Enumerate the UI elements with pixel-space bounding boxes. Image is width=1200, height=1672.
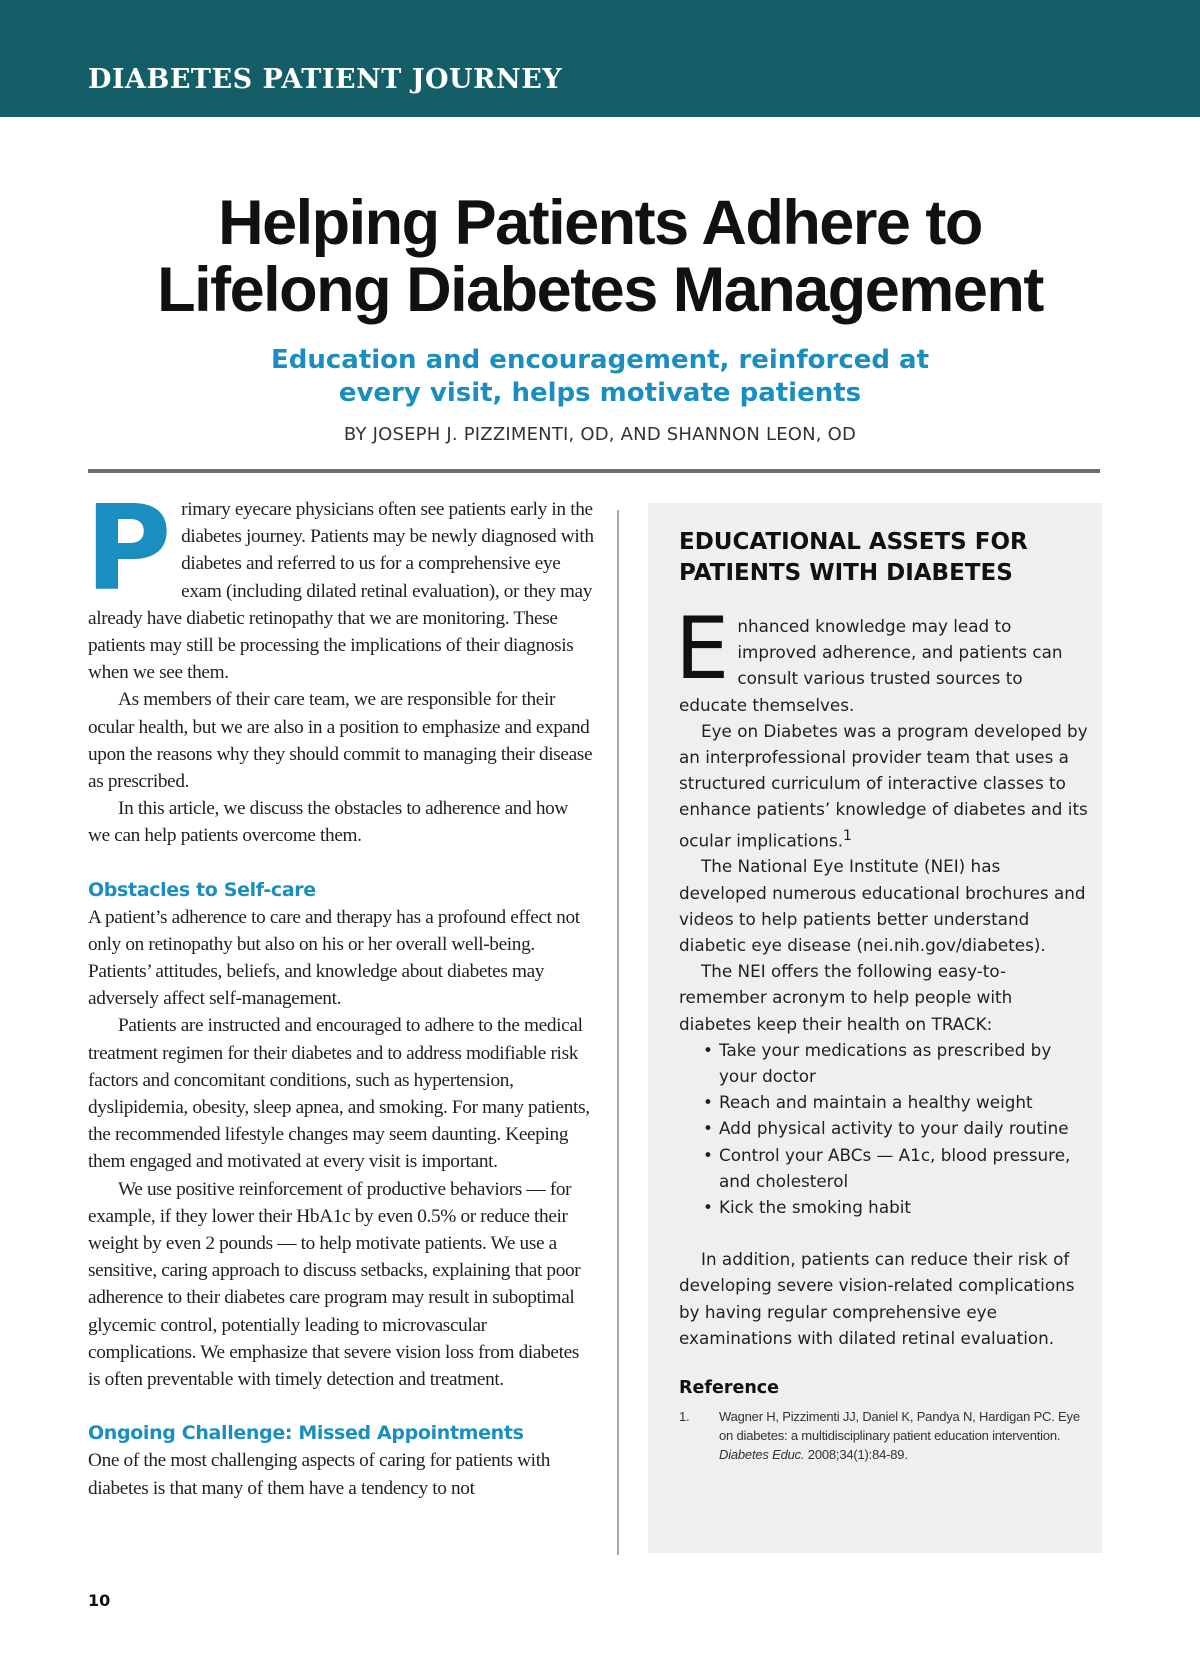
dek-line1: Education and encouragement, reinforced at xyxy=(270,345,929,375)
article-title-line1: Helping Patients Adhere to xyxy=(218,188,982,258)
page-number: 10 xyxy=(88,1591,111,1610)
list-item: • Take your medications as prescribed by your doctor xyxy=(703,1037,1089,1089)
missed-paragraph-1: One of the most challenging aspects of caring for patients with diabetes is that many of them have a tendency to not xyxy=(88,1450,550,1499)
sidebar-paragraph-3: The National Eye Institute (NEI) has developed numerous educational brochures and videos to help patients better understand diabetic eye disease (nei.nih.gov/diabetes). xyxy=(679,856,1086,956)
spacer xyxy=(679,1220,1089,1246)
article-dek xyxy=(200,344,1000,410)
sidebar-body xyxy=(675,599,1089,1464)
section-header-bar xyxy=(0,0,1200,117)
sidebar-heading: EDUCATIONAL ASSETS FOR PATIENTS WITH DIABETES xyxy=(679,529,1028,586)
subhead-obstacles: Obstacles to Self-care xyxy=(88,878,316,901)
obstacles-paragraph-1: A patient’s adherence to care and therapy has a profound effect not only on retinopathy but also on his or her overall well-being. Patients’ attitudes, beliefs, and knowledge about diabetes may adversely affect self-management. xyxy=(88,906,580,1010)
subhead-missed-appointments: Ongoing Challenge: Missed Appointments xyxy=(88,1422,524,1445)
list-item: • Kick the smoking habit xyxy=(703,1194,1089,1220)
reference-text xyxy=(719,1407,1089,1464)
reference-citation: 2008;34(1):84-89. xyxy=(807,1447,908,1463)
article-body xyxy=(85,479,594,1502)
track-list xyxy=(703,1037,1089,1220)
list-item: • Add physical activity to your daily routine xyxy=(703,1115,1089,1141)
footnote-marker: 1 xyxy=(843,827,852,844)
sidebar-paragraph-2-text: Eye on Diabetes was a program developed by an interprofessional provider team that uses a structured curriculum of interactive classes to enhance patients’ knowledge of diabetes and its ocular implications. xyxy=(679,720,1088,851)
sidebar-drop-cap: E xyxy=(675,599,730,699)
header-divider xyxy=(88,469,1100,473)
list-item: • Reach and maintain a healthy weight xyxy=(703,1089,1089,1115)
reference-journal: Diabetes Educ. xyxy=(719,1447,805,1463)
intro-paragraph-1: rimary eyecare physicians often see patients early in the diabetes journey. Patients may be newly diagnosed with diabetes and referred to us for a comprehensive eye exam (including dilated retinal evaluation), or they may already have diabetic retinopathy that we are monitoring. These patients may still be processing the implications of their diagnosis when we see them. xyxy=(88,499,594,684)
section-label: DIABETES PATIENT JOURNEY xyxy=(88,64,563,95)
column-divider xyxy=(617,510,619,1555)
intro-paragraph-3: In this article, we discuss the obstacles to adherence and how we can help patients overcome them. xyxy=(88,798,569,847)
list-item: • Control your ABCs — A1c, blood pressure, and cholesterol xyxy=(703,1142,1089,1194)
sidebar-box xyxy=(648,503,1102,1553)
byline: BY JOSEPH J. PIZZIMENTI, OD, AND SHANNON LEON, OD xyxy=(343,424,857,445)
reference-number: 1. xyxy=(679,1409,690,1425)
reference-item xyxy=(679,1407,1089,1464)
article-title xyxy=(60,190,1140,324)
sidebar-paragraph-1: nhanced knowledge may lead to improved adherence, and patients can consult various trusted sources to educate themselves. xyxy=(679,616,1063,715)
sidebar-paragraph-5: In addition, patients can reduce their risk of developing severe vision-related complications by having regular comprehensive eye examinations with dilated retinal evaluation. xyxy=(679,1249,1075,1348)
obstacles-paragraph-2: Patients are instructed and encouraged to adhere to the medical treatment regimen for their diabetes and to address modifiable risk factors and concomitant conditions, such as hypertension, dyslipidemia, obesity, sleep apnea, and smoking. For many patients, the recommended lifestyle changes may seem daunting. Keeping them engaged and motivated at every visit is important. xyxy=(88,1015,590,1173)
reference-heading: Reference xyxy=(679,1378,780,1399)
reference-authors-title: Wagner H, Pizzimenti JJ, Daniel K, Pandya N, Hardigan PC. Eye on diabetes: a multidisciplinary patient education intervention. xyxy=(719,1409,1080,1444)
dek-line2: every visit, helps motivate patients xyxy=(338,378,862,408)
drop-cap: P xyxy=(85,479,172,617)
obstacles-paragraph-3: We use positive reinforcement of productive behaviors — for example, if they lower their HbA1c by even 0.5% or reduce their weight by even 2 pounds — to help motivate patients. We use a sensitive, caring approach to discuss setbacks, explaining that poor adherence to their diabetes care program may result in suboptimal glycemic control, potentially leading to microvascular complications. We emphasize that severe vision loss from diabetes is often preventable with timely detection and treatment. xyxy=(88,1178,581,1391)
sidebar-paragraph-2 xyxy=(679,718,1089,854)
sidebar-paragraph-4: The NEI offers the following easy-to-remember acronym to help people with diabetes keep their health on TRACK: xyxy=(679,961,1013,1034)
intro-paragraph-2: As members of their care team, we are responsible for their ocular health, but we are also in a position to emphasize and expand upon the reasons why they should commit to managing their disease as prescribed. xyxy=(88,689,593,793)
article-title-line2: Lifelong Diabetes Management xyxy=(157,255,1043,325)
